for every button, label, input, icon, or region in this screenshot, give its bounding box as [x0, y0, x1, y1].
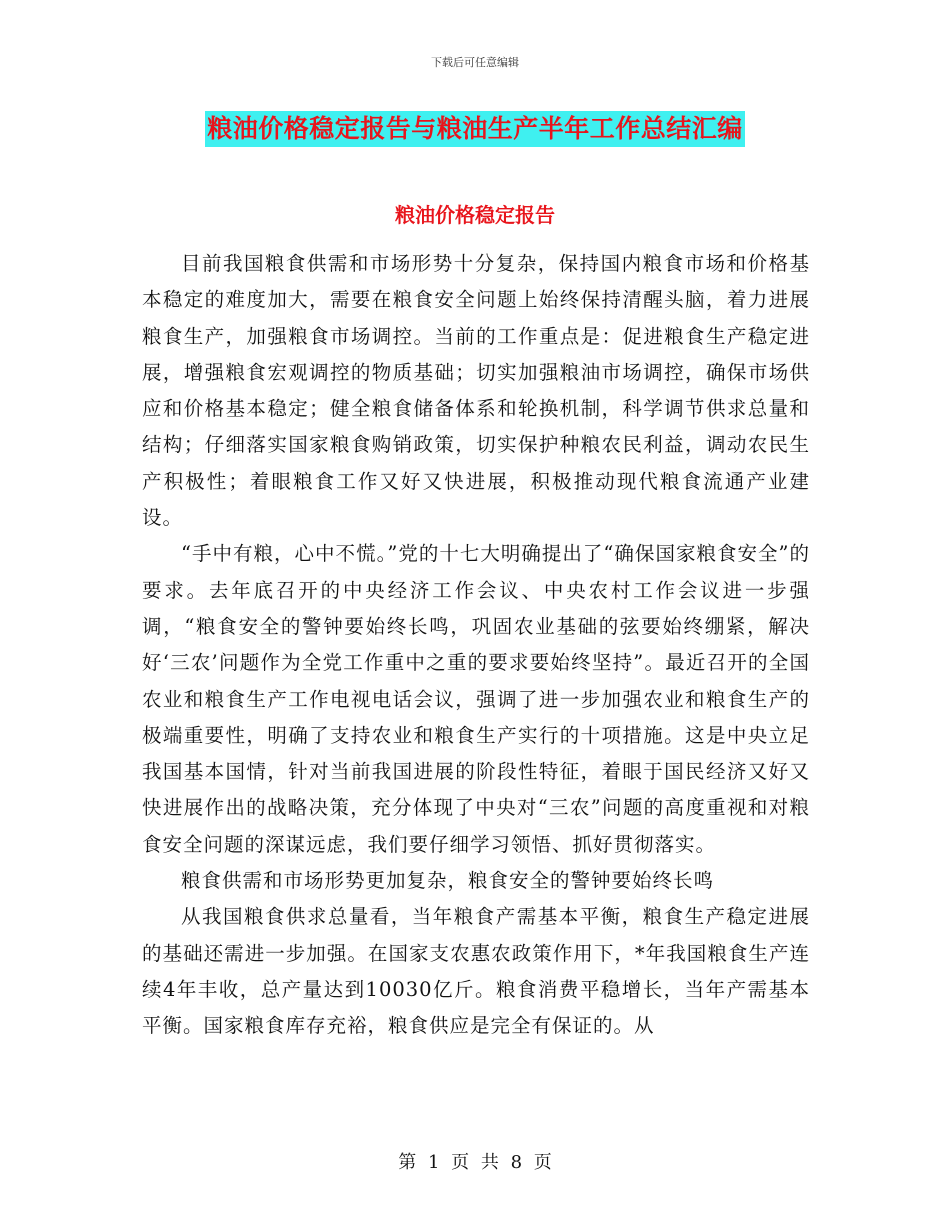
page-number: 第 1 页 共 8 页 [398, 1152, 552, 1173]
paragraph: 从我国粮食供求总量看，当年粮食产需基本平衡，粮食生产稳定进展的基础还需进一步加强。在国家支农惠农政策作用下，*年我国粮食生产连续4年丰收，总产量达到10030亿斤。粮食消费平稳增长，当年产需基本平衡。国家粮食库存充裕，粮食供应是完全有保证的。从 [142, 905, 810, 1038]
document-body [142, 246, 810, 1045]
section-title: 粮油价格稳定报告 [395, 203, 555, 227]
header-note: 下载后可任意编辑 [431, 56, 519, 69]
paragraph: 目前我国粮食供需和市场形势十分复杂，保持国内粮食市场和价格基本稳定的难度加大，需要在粮食安全问题上始终保持清醒头脑，着力进展粮食生产，加强粮食市场调控。当前的工作重点是：促进粮食生产稳定进展，增强粮食宏观调控的物质基础；切实加强粮油市场调控，确保市场供应和价格基本稳定；健全粮食储备体系和轮换机制，科学调节供求总量和结构；仔细落实国家粮食购销政策，切实保护种粮农民利益，调动农民生产积极性；着眼粮食工作又好又快进展，积极推动现代粮食流通产业建设。 [142, 252, 810, 530]
main-title: 粮油价格稳定报告与粮油生产半年工作总结汇编 [205, 111, 745, 147]
paragraph: “手中有粮，心中不慌。”党的十七大明确提出了“确保国家粮食安全”的要求。去年底召开的中央经济工作会议、中央农村工作会议进一步强调，“粮食安全的警钟要始终长鸣，巩固农业基础的弦要始终绷紧，解决好‘三农’问题作为全党工作重中之重的要求要始终坚持”。最近召开的全国农业和粮食生产工作电视电话会议，强调了进一步加强农业和粮食生产的极端重要性，明确了支持农业和粮食生产实行的十项措施。这是中央立足我国基本国情，针对当前我国进展的阶段性特征，着眼于国民经济又好又快进展作出的战略决策，充分体现了中央对“三农”问题的高度重视和对粮食安全问题的深谋远虑，我们要仔细学习领悟、抓好贯彻落实。 [142, 542, 810, 856]
paragraph-heading: 粮食供需和市场形势更加复杂，粮食安全的警钟要始终长鸣 [181, 869, 715, 893]
main-title-container [0, 111, 950, 147]
